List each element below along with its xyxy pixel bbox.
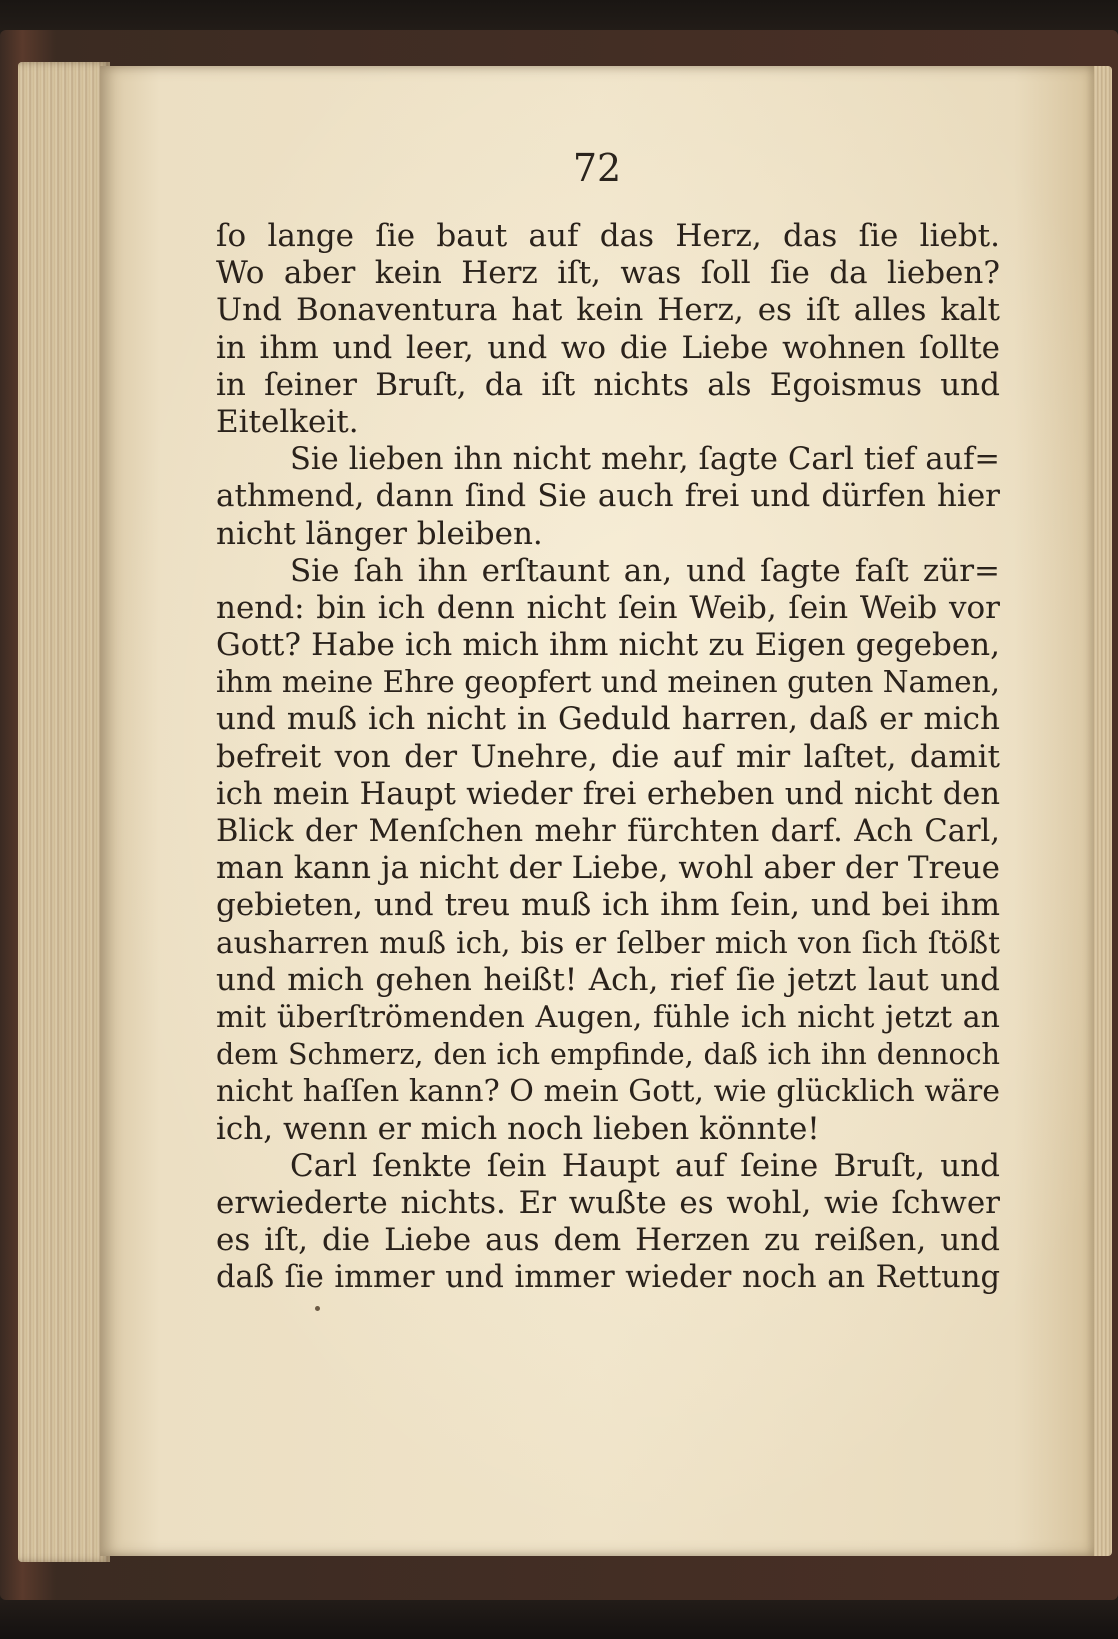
text-line: Eitelkeit. (216, 403, 359, 440)
text-line: und mich gehen heißt! Ach, rief ſie jetzt laut und (216, 961, 1000, 998)
text-line: in ihm und leer, und wo die Liebe wohnen ſollte (216, 329, 1000, 366)
text-line: daß ſie immer und immer wieder noch an Rettung (216, 1260, 1000, 1296)
text-line: ich, wenn er mich noch lieben könnte! (216, 1110, 820, 1147)
text-line: dem Schmerz, den ich empfinde, daß ich ihn dennoch (216, 1038, 1000, 1072)
page-text (216, 218, 1000, 1296)
text-line: man kann ja nicht der Liebe, wohl aber der Treue (216, 850, 1000, 887)
text-line: nicht haſſen kann? O mein Gott, wie glücklich wäre (216, 1074, 1000, 1110)
text-line: mit überſtrömenden Augen, fühle ich nicht jetzt an (216, 999, 1000, 1035)
page-number: 72 (572, 146, 622, 190)
paper-speck (315, 1306, 320, 1311)
text-line: nend: bin ich denn nicht ſein Weib, ſein Weib vor (216, 589, 1000, 626)
book-page (100, 66, 1094, 1556)
text-line: ſo lange ſie baut auf das Herz, das ſie liebt. (216, 218, 1000, 254)
text-line: es iſt, die Liebe aus dem Herzen zu reißen, und (216, 1222, 1000, 1259)
text-line: Und Bonaventura hat kein Herz, es iſt alles kalt (216, 292, 1000, 329)
text-line: Wo aber kein Herz iſt, was ſoll ſie da lieben? (216, 255, 1000, 292)
text-line: Gott? Habe ich mich ihm nicht zu Eigen gegeben, (216, 627, 1000, 664)
text-line: ausharren muß ich, bis er ſelber mich von ſich ſtößt (216, 925, 1000, 960)
text-line: gebieten, und treu muß ich ihm ſein, und bei ihm (216, 887, 1000, 924)
text-line: nicht länger bleiben. (216, 515, 543, 552)
text-line: ihm meine Ehre geopfert und meinen guten Namen, (216, 665, 1000, 700)
text-line: Carl ſenkte ſein Haupt auf ſeine Bruſt, und (290, 1147, 1000, 1184)
text-line: befreit von der Unehre, die auf mir laſtet, damit (216, 738, 1000, 775)
text-line: in ſeiner Bruſt, da iſt nichts als Egoismus und (216, 366, 1000, 403)
text-line: Sie ſah ihn erſtaunt an, und ſagte faſt zür= (290, 552, 1000, 589)
page-edges-left (18, 62, 110, 1562)
text-line: erwiederte nichts. Er wußte es wohl, wie ſchwer (216, 1184, 1000, 1221)
text-line: Blick der Menſchen mehr fürchten darf. Ach Carl, (216, 814, 1000, 849)
text-line: athmend, dann ſind Sie auch frei und dürfen hier (216, 478, 1000, 515)
text-line: und muß ich nicht in Geduld harren, daß er mich (216, 701, 1000, 738)
text-line: Sie lieben ihn nicht mehr, ſagte Carl tief auf= (290, 442, 1000, 478)
text-line: ich mein Haupt wieder frei erheben und nicht den (216, 776, 1000, 812)
